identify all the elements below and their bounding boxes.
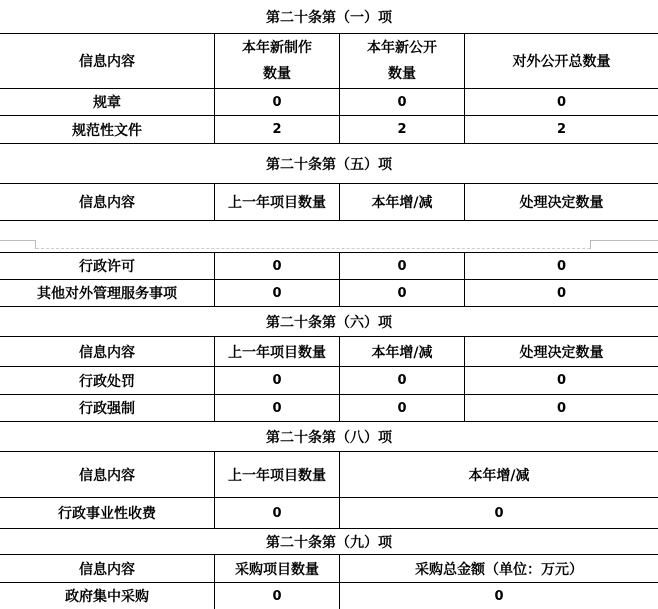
header-change: 本年增/减	[340, 337, 465, 366]
table-row	[0, 116, 658, 144]
section-title-text: 第二十条第（五）项	[266, 156, 392, 173]
table-row	[0, 498, 658, 529]
header-procurement-amount: 采购总金额（单位：万元）	[415, 561, 583, 578]
row-label: 行政事业性收费	[0, 498, 215, 528]
row-value: 0	[556, 373, 567, 388]
row-value: 0	[340, 367, 465, 394]
row-value: 0	[340, 253, 465, 279]
header-decision-count: 处理决定数量	[519, 344, 604, 361]
row-value: 0	[215, 89, 340, 115]
table-row	[0, 367, 658, 395]
header-info-content: 信息内容	[0, 337, 215, 366]
table-row	[0, 89, 658, 116]
row-value: 2	[215, 116, 340, 143]
header-new-published-line2: 数量	[388, 66, 416, 82]
header-total-published: 对外公开总数量	[512, 54, 611, 70]
header-change: 本年增/减	[340, 184, 465, 220]
row-value: 2	[340, 116, 465, 143]
header-prev-year-count: 上一年项目数量	[215, 452, 340, 497]
section-title-5	[0, 144, 658, 184]
row-label: 规范性文件	[0, 116, 215, 143]
row-label: 规章	[0, 89, 215, 115]
row-value: 0	[556, 258, 567, 274]
row-label: 其他对外管理服务事项	[0, 280, 215, 306]
row-value: 2	[556, 122, 567, 137]
header-row	[0, 184, 658, 220]
header-new-made-line2: 数量	[263, 66, 291, 82]
table-row	[0, 280, 658, 307]
header-info-content: 信息内容	[0, 184, 215, 220]
row-value: 0	[215, 280, 340, 306]
header-prev-year-count: 上一年项目数量	[215, 184, 340, 220]
section-title-9	[0, 529, 658, 555]
row-label: 行政许可	[0, 253, 215, 279]
header-new-made-line1: 本年新制作	[242, 40, 312, 56]
page-break	[0, 220, 658, 252]
table-row	[0, 395, 658, 422]
section-title-6	[0, 307, 658, 337]
row-value: 0	[340, 89, 465, 115]
header-row	[0, 452, 658, 498]
header-info-content: 信息内容	[0, 555, 215, 582]
row-value: 0	[494, 505, 504, 521]
row-value: 0	[215, 253, 340, 279]
row-value: 0	[556, 400, 567, 416]
header-new-published	[340, 34, 465, 88]
section-title-8	[0, 422, 658, 452]
header-new-published-line1: 本年新公开	[367, 40, 437, 56]
row-label: 政府集中采购	[0, 583, 215, 609]
header-procurement-count: 采购项目数量	[215, 555, 340, 582]
header-row	[0, 34, 658, 89]
header-row	[0, 337, 658, 367]
header-row	[0, 555, 658, 583]
row-label: 行政处罚	[0, 367, 215, 394]
header-info-content: 信息内容	[0, 34, 215, 88]
row-value: 0	[340, 280, 465, 306]
section-title-text: 第二十条第（九）项	[266, 534, 392, 551]
row-value: 0	[215, 498, 340, 528]
row-value: 0	[556, 94, 567, 110]
section-title-1	[0, 0, 658, 34]
page-corner-mark	[590, 240, 658, 249]
header-change: 本年增/减	[468, 467, 530, 484]
page-corner-mark	[0, 240, 36, 249]
page-break-line	[36, 248, 590, 249]
table-row	[0, 583, 658, 609]
row-value: 0	[556, 285, 567, 301]
row-value: 0	[215, 583, 340, 609]
header-decision-count: 处理决定数量	[519, 195, 604, 211]
row-value: 0	[340, 395, 465, 421]
row-value: 0	[215, 395, 340, 421]
header-new-made	[215, 34, 340, 88]
section-title-text: 第二十条第（一）项	[266, 9, 392, 26]
section-title-text: 第二十条第（八）项	[266, 429, 392, 446]
row-value: 0	[215, 367, 340, 394]
table-row	[0, 252, 658, 280]
section-title-text: 第二十条第（六）项	[266, 314, 392, 331]
row-value: 0	[494, 588, 504, 604]
header-prev-year-count: 上一年项目数量	[215, 337, 340, 366]
row-label: 行政强制	[0, 395, 215, 421]
header-info-content: 信息内容	[0, 452, 215, 497]
